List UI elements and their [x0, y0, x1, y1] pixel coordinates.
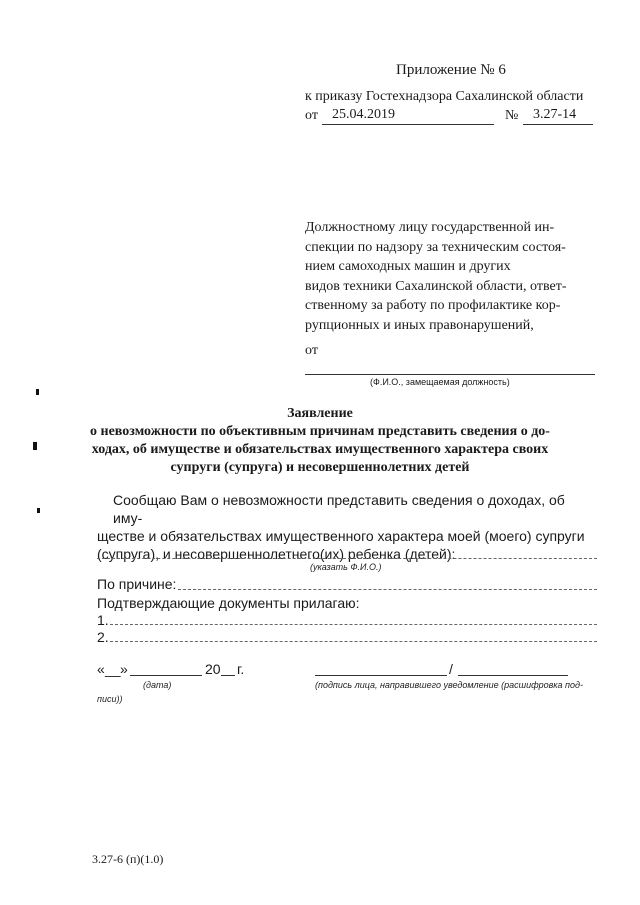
date-close-quote: »: [120, 661, 128, 677]
signature-slash: /: [449, 661, 453, 677]
fio-caption: (указать Ф.И.О.): [310, 562, 382, 572]
signature-caption: (подпись лица, направившего уведомление (расшифровка под-: [315, 680, 583, 690]
addressee-line: рупционных и иных правонарушений,: [305, 317, 534, 333]
document-line: [110, 641, 597, 642]
fio-line: [97, 558, 597, 559]
date-caption: (дата): [143, 680, 172, 690]
statement-heading: Заявление: [287, 406, 353, 421]
scan-mark: [36, 389, 39, 395]
signature-line: [315, 675, 447, 676]
scan-mark: [37, 508, 40, 513]
appendix-title: Приложение № 6: [396, 62, 506, 78]
year-suffix: г.: [237, 661, 245, 677]
number-prefix: №: [505, 108, 519, 123]
signature-caption-continued: писи)): [97, 694, 123, 704]
date-month-line: [130, 675, 202, 676]
reason-label: По причине:: [97, 576, 177, 592]
addressee-line: спекции по надзору за техническим состоя-: [305, 239, 566, 255]
body-line: ществе и обязательствах имущественного характера моей (моего) супруги: [97, 528, 585, 544]
from-underline: [305, 374, 595, 375]
scan-mark: [33, 442, 37, 450]
form-code: 3.27-6 (п)(1.0): [92, 852, 164, 866]
document-item-number: 1.: [97, 612, 109, 628]
documents-label: Подтверждающие документы прилагаю:: [97, 595, 360, 611]
year-prefix: 20: [205, 661, 221, 677]
reason-line: [178, 589, 597, 590]
signature-decoding-line: [458, 675, 568, 676]
number-underline: [523, 124, 593, 125]
body-line: Сообщаю Вам о невозможности представить сведения о доходах, об иму-: [113, 492, 565, 526]
from-label: от: [305, 343, 318, 358]
statement-subject-line: ходах, об имуществе и обязательствах имущественного характера своих: [91, 442, 549, 457]
addressee-line: нием самоходных машин и других: [305, 259, 511, 274]
body-paragraph: [97, 491, 597, 563]
addressee-line: Должностному лицу государственной ин-: [305, 220, 555, 235]
date-day-blank: __: [105, 661, 121, 677]
from-caption: (Ф.И.О., замещаемая должность): [370, 377, 510, 387]
body-line: (супруга), и несовершеннолетнего(их) ребенка (детей):: [97, 546, 456, 562]
date-prefix: от: [305, 108, 318, 123]
document-item-number: 2.: [97, 629, 109, 645]
addressee-block: [305, 218, 567, 335]
date-open-quote: «: [97, 661, 105, 677]
statement-subject-line: супруги (супруга) и несовершеннолетних детей: [170, 460, 470, 475]
addressee-line: видов техники Сахалинской области, ответ-: [305, 278, 567, 294]
statement-subject-line: о невозможности по объективным причинам представить сведения о до-: [90, 424, 550, 439]
statement-title: [50, 405, 590, 477]
order-reference: к приказу Гостехнадзора Сахалинской области: [305, 89, 584, 104]
date-underline: [322, 124, 494, 125]
order-number: 3.27-14: [533, 107, 577, 122]
year-line: [221, 675, 235, 676]
addressee-line: ственному за работу по профилактике кор-: [305, 298, 561, 313]
order-date: 25.04.2019: [332, 107, 395, 122]
document-line: [110, 624, 597, 625]
